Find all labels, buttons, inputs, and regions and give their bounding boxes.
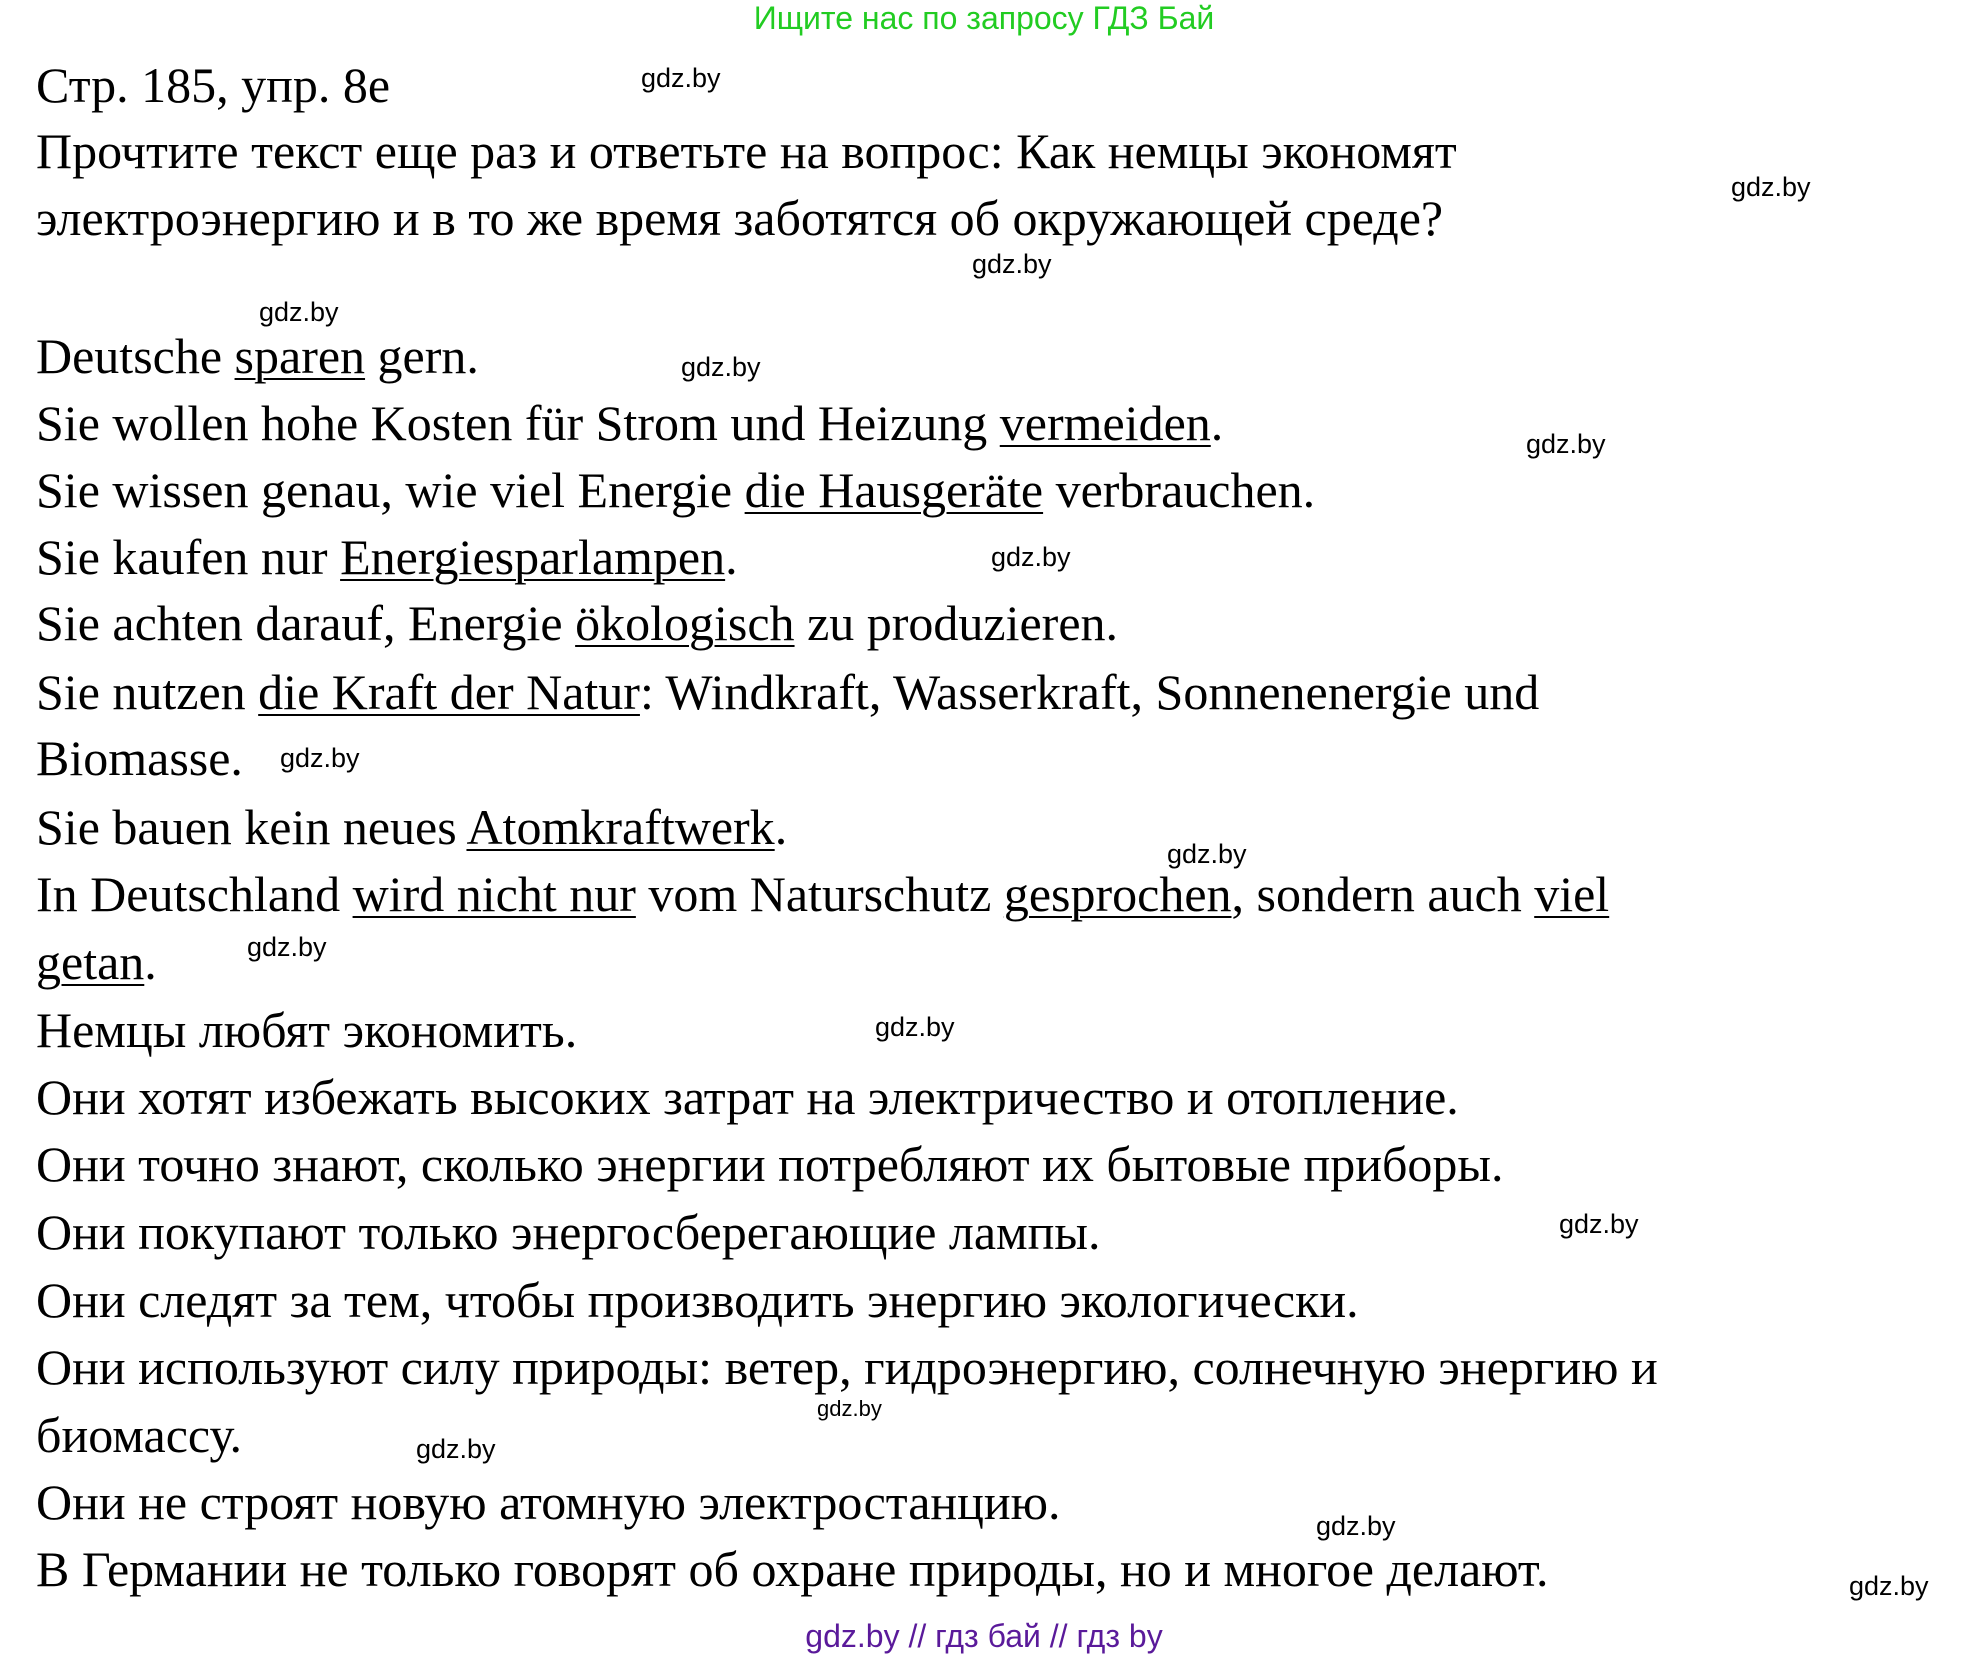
gdz-watermark: gdz.by <box>280 743 360 773</box>
text-segment: vom Naturschutz <box>635 866 1004 922</box>
text-segment: электроэнергию и в то же время заботятся об окружающей среде? <box>36 190 1444 246</box>
text-segment: Они следят за тем, чтобы производить энергию экологически. <box>36 1272 1359 1328</box>
text-segment: verbrauchen. <box>1043 462 1316 518</box>
text-segment: Sie kaufen nur <box>36 529 341 585</box>
gdz-watermark: gdz.by <box>416 1434 496 1464</box>
underlined-phrase: gesprochen <box>1003 866 1232 922</box>
answer-line <box>36 1130 1504 1198</box>
text-segment: биомассу. <box>36 1407 242 1463</box>
exercise-title <box>36 51 390 119</box>
text-segment: . <box>774 799 788 855</box>
text-segment: Они покупают только энергосберегающие лампы. <box>36 1204 1101 1260</box>
answer-line <box>36 1401 242 1469</box>
answer-line <box>36 1198 1101 1266</box>
search-hint-banner: Ищите нас по запросу ГДЗ Бай <box>753 0 1215 36</box>
underlined-phrase: viel <box>1534 866 1610 922</box>
answer-line <box>36 928 157 996</box>
text-segment: Немцы любят экономить. <box>36 1002 578 1058</box>
answer-line <box>36 1333 1658 1401</box>
gdz-watermark: gdz.by <box>259 297 339 327</box>
text-segment: . <box>1210 395 1224 451</box>
answer-line <box>36 523 738 591</box>
underlined-phrase: ökologisch <box>575 595 795 651</box>
gdz-watermark: gdz.by <box>817 1396 882 1421</box>
question-text <box>36 184 1443 252</box>
gdz-watermark: gdz.by <box>681 352 761 382</box>
answer-line <box>36 1468 1061 1536</box>
answer-line <box>36 658 1539 726</box>
gdz-watermark: gdz.by <box>1526 429 1606 459</box>
gdz-watermark: gdz.by <box>875 1012 955 1042</box>
text-segment: Стр. 185, упр. 8е <box>36 57 391 113</box>
text-segment: Sie achten darauf, Energie <box>36 595 576 651</box>
answer-line <box>36 860 1609 928</box>
gdz-watermark: gdz.by <box>1559 1209 1639 1239</box>
text-segment: В Германии не только говорят об охране природы, но и многое делают. <box>36 1541 1549 1597</box>
text-segment: Biomasse. <box>36 730 243 786</box>
underlined-phrase: Energiesparlampen <box>340 529 726 585</box>
text-segment: , sondern auch <box>1231 866 1535 922</box>
answer-line <box>36 322 479 390</box>
underlined-phrase: die Kraft der Natur <box>258 664 640 720</box>
text-segment: zu produzieren. <box>794 595 1119 651</box>
footer-watermark: gdz.by // гдз бай // гдз by <box>805 1618 1163 1654</box>
answer-line <box>36 1063 1459 1131</box>
answer-line <box>36 389 1223 457</box>
answer-line <box>36 724 243 792</box>
gdz-watermark: gdz.by <box>972 249 1052 279</box>
underlined-phrase: Atomkraftwerk <box>466 799 775 855</box>
text-segment: Sie nutzen <box>36 664 259 720</box>
underlined-phrase: wird nicht nur <box>352 866 636 922</box>
text-segment: . <box>144 934 157 990</box>
underlined-phrase: getan <box>36 934 145 990</box>
gdz-watermark: gdz.by <box>1849 1571 1929 1601</box>
answer-line <box>36 996 577 1064</box>
underlined-phrase: sparen <box>234 328 366 384</box>
gdz-watermark: gdz.by <box>641 63 721 93</box>
text-segment: Они хотят избежать высоких затрат на электричество и отопление. <box>36 1069 1459 1125</box>
answer-line <box>36 1535 1549 1603</box>
underlined-phrase: die Hausgeräte <box>744 462 1044 518</box>
text-segment: Sie wissen genau, wie viel Energie <box>36 462 745 518</box>
question-text <box>36 117 1457 185</box>
text-segment: Sie wollen hohe Kosten für Strom und Heizung <box>36 395 1000 451</box>
underlined-phrase: vermeiden <box>999 395 1211 451</box>
gdz-watermark: gdz.by <box>1316 1511 1396 1541</box>
text-segment: Они точно знают, сколько энергии потребляют их бытовые приборы. <box>36 1136 1504 1192</box>
text-segment: In Deutschland <box>36 866 353 922</box>
gdz-watermark: gdz.by <box>1731 172 1811 202</box>
text-segment: . <box>725 529 738 585</box>
text-segment: : Windkraft, Wasserkraft, Sonnenenergie und <box>639 664 1540 720</box>
answer-line <box>36 793 787 861</box>
text-segment: Они не строят новую атомную электростанцию. <box>36 1474 1061 1530</box>
gdz-watermark: gdz.by <box>991 542 1071 572</box>
text-segment: gern. <box>365 328 479 384</box>
text-segment: Прочтите текст еще раз и ответьте на вопрос: Как немцы экономят <box>36 123 1457 179</box>
text-segment: Sie bauen kein neues <box>36 799 467 855</box>
answer-line <box>36 589 1118 657</box>
answer-line <box>36 1266 1359 1334</box>
text-segment: Deutsche <box>36 328 235 384</box>
text-segment: Они используют силу природы: ветер, гидроэнергию, солнечную энергию и <box>36 1339 1658 1395</box>
answer-line <box>36 456 1315 524</box>
gdz-watermark: gdz.by <box>247 932 327 962</box>
gdz-watermark: gdz.by <box>1167 839 1247 869</box>
